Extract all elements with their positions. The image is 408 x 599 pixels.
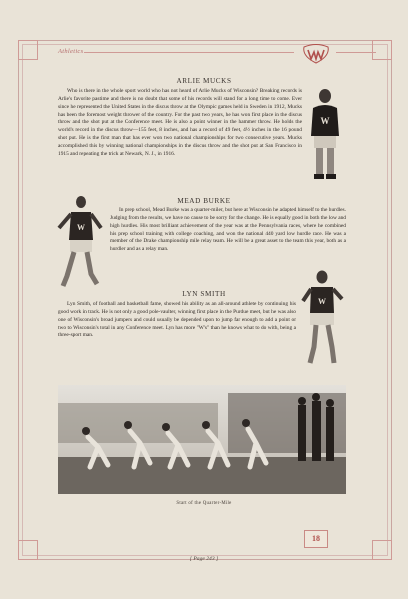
photo-caption: Start of the Quarter-Mile <box>176 501 232 506</box>
wisconsin-w-logo <box>301 44 331 64</box>
svg-text:W: W <box>77 223 85 232</box>
lyn-smith-photo <box>298 267 348 371</box>
mead-burke-text: In prep school, Mead Burke was a quarter-miler, but here at Wisconsin he adapted himself to the hurdles. Judging from the results, we have no cause to be sorry for the change. He is equally good in both the low and high hurdles. His most brilliant achievement of the year was at the Pennsylvania races, where he combined his prep school training with college coaching, and won the national 440 yard low hurdle race. He was a member of the Drake championship mile relay team. He will be a great asset to the team this year, both as a hurdler and as a relay man. <box>110 207 346 253</box>
arlie-mucks-title: ARLIE MUCKS <box>176 77 232 85</box>
lyn-smith-text: Lyn Smith, of football and basketball fame, showed his ability as an all-around athlete by continuing his good work in track. He is not only a good pole-vaulter, winning first place in the Purdue meet, but he was also one of Wisconsin's broad jumpers and could usually be depended upon to jump far enough to add a point or two to Wisconsin's total in any Conference meet. Lyn has more "W's" than he knows what to do with, being a three-sport man. <box>58 301 296 339</box>
mead-burke-title: MEAD BURKE <box>177 197 231 205</box>
arlie-mucks-text: Who is there in the whole sport world who has not heard of Arlie Mucks of Wisconsin? Breaking records is Arlie's favorite pastime and there is no doubt that some of his records will stand for a long time to come. Ever since he represented the United States in the discus throw at the Olympic games held in Sweden in 1912, Mucks has been the foremost weight thrower of the country. For the past two years, he has won first place in the discus throw and the shot put at the Conference meet. He is also a point winner in the hammer throw. He holds the world's record in the discus throw—155 feet, 8 inches, and has a record of 49 feet, 4½ inches in the 16 pound shot put. He is the first man that has ever won two national championships for two consecutive years. Mucks accomplished this by winning national championships in the discus throw and the shot put at San Francisco in 1915 and repeating the trick at Newark, N. J., in 1916. <box>58 88 302 157</box>
section-header: Athletics <box>58 48 84 55</box>
mead-burke-photo <box>57 192 107 292</box>
quarter-mile-start-photo <box>58 385 346 494</box>
header-rule <box>336 52 376 53</box>
svg-text:W: W <box>318 297 326 306</box>
arlie-mucks-photo <box>305 86 345 182</box>
corner-ornament <box>372 40 392 60</box>
svg-text:W: W <box>320 116 330 126</box>
lyn-smith-title: LYN SMITH <box>182 290 226 298</box>
page-number-badge: 18 <box>304 530 328 548</box>
header-rule <box>84 52 294 53</box>
page-folio: [ Page 243 ] <box>189 556 219 562</box>
corner-ornament <box>18 40 38 60</box>
